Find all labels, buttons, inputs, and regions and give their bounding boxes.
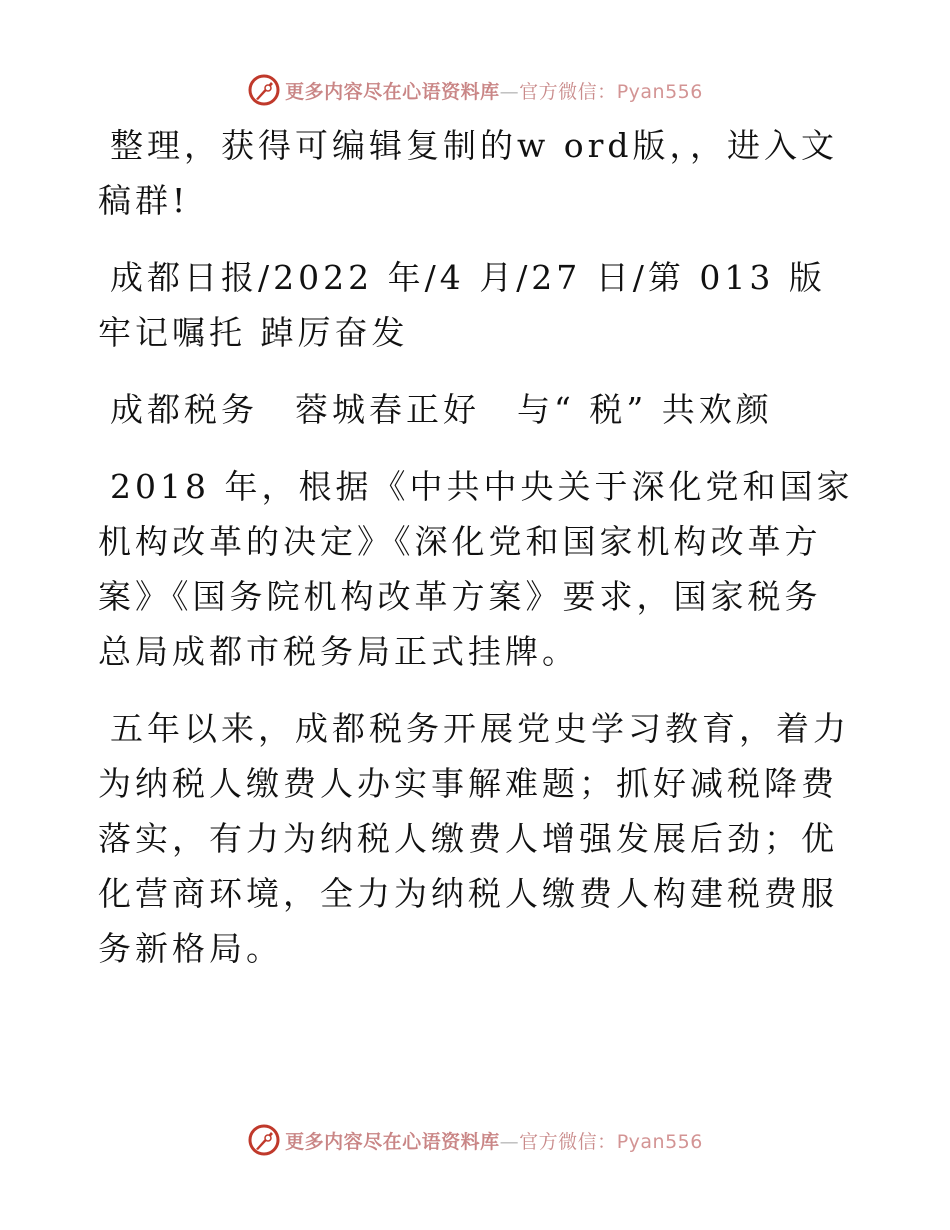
paragraph-intro: 整理，获得可编辑复制的w ord版，，进入文稿群! <box>98 126 839 220</box>
document-body <box>98 118 858 998</box>
header-watermark-banner <box>0 70 950 110</box>
banner-dash: — <box>499 80 520 103</box>
quill-logo-icon <box>247 1123 281 1157</box>
banner-dash: — <box>499 1130 520 1153</box>
banner-site-name: 更多内容尽在心语资料库 <box>285 80 500 103</box>
article-title: 成都税务 蓉城春正好 与“ 税” 共欢颜 <box>110 390 773 429</box>
banner-wechat-label: 官方微信： <box>519 80 617 103</box>
banner-site-name: 更多内容尽在心语资料库 <box>285 1130 500 1153</box>
banner-wechat-id: Pyan556 <box>616 1130 703 1153</box>
paragraph-source-line: 成都日报/2022 年/4 月/27 日/第 013 版牢记嘱托 踔厉奋发 <box>98 258 826 352</box>
paragraph-five-years: 五年以来，成都税务开展党史学习教育，着力为纳税人缴费人办实事解难题；抓好减税降费落实，有力为纳税人缴费人增强发展后劲；优化营商环境，全力为纳税人缴费人构建税费服务新格局。 <box>98 709 850 968</box>
paragraph-2018: 2018 年，根据《中共中央关于深化党和国家机构改革的决定》《深化党和国家机构改革方案》《国务院机构改革方案》要求，国家税务总局成都市税务局正式挂牌。 <box>98 467 854 671</box>
footer-watermark-banner <box>0 1120 950 1160</box>
banner-wechat-label: 官方微信： <box>519 1130 617 1153</box>
banner-wechat-id: Pyan556 <box>616 80 703 103</box>
quill-logo-icon <box>247 73 281 107</box>
